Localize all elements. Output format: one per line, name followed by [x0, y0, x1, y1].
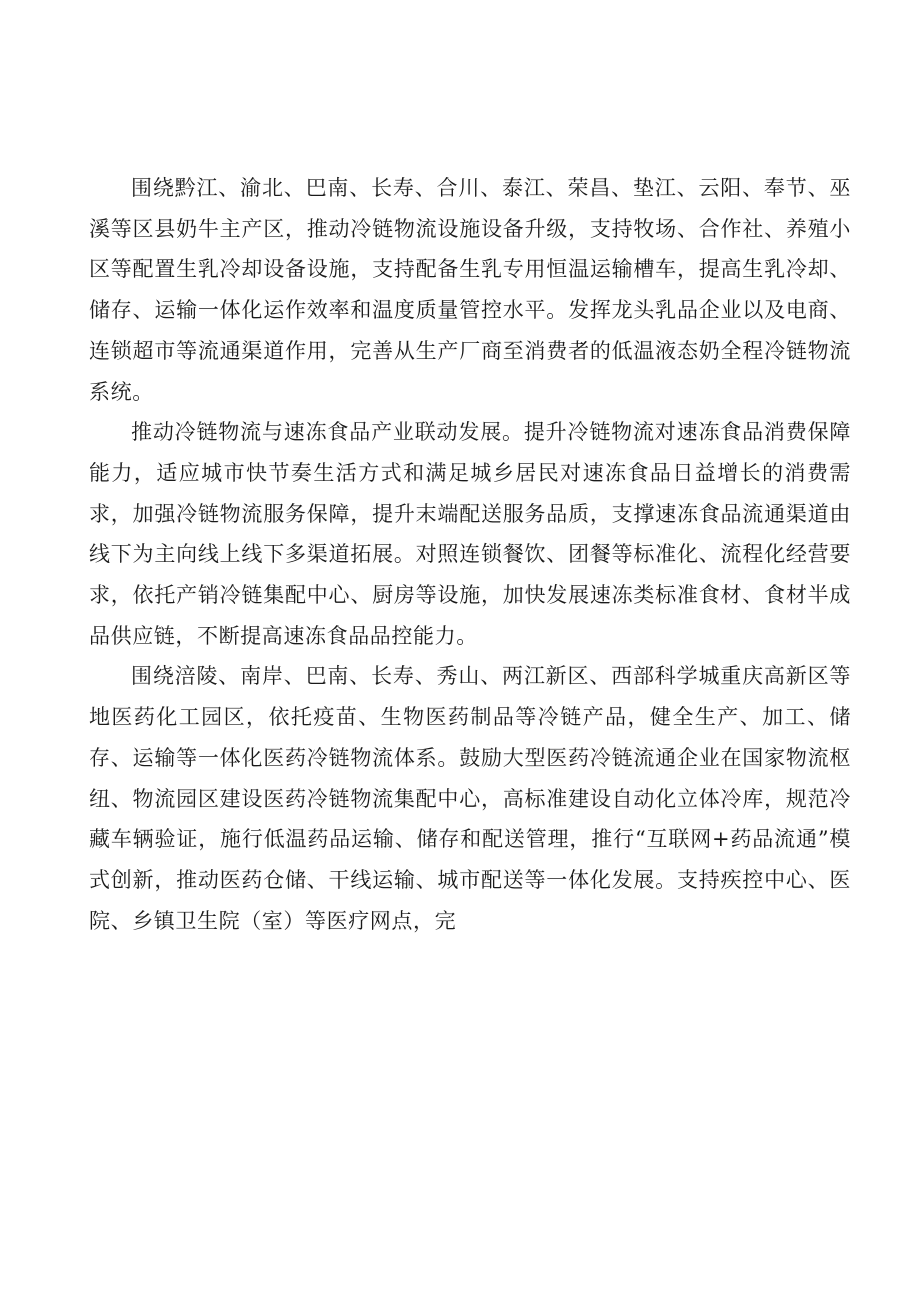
paragraph-dairy-cold-chain: 围绕黔江、渝北、巴南、长寿、合川、泰江、荣昌、垫江、云阳、奉节、巫溪等区县奶牛主产区，推动冷链物流设施设备升级，支持牧场、合作社、养殖小区等配置生乳冷却设备设施，支持配备生乳专用恒温运输槽车，提高生乳冷却、储存、运输一体化运作效率和温度质量管控水平。发挥龙头乳品企业以及电商、连锁超市等流通渠道作用，完善从生产厂商至消费者的低温液态奶全程冷链物流系统。	[89, 176, 851, 404]
paragraph-frozen-food-cold-chain: 推动冷链物流与速冻食品产业联动发展。提升冷链物流对速冻食品消费保障能力，适应城市快节奏生活方式和满足城乡居民对速冻食品日益增长的消费需求，加强冷链物流服务保障，提升末端配送服务品质，支撑速冻食品流通渠道由线下为主向线上线下多渠道拓展。对照连锁餐饮、团餐等标准化、流程化经营要求，依托产销冷链集配中心、厨房等设施，加快发展速冻类标准食材、食材半成品供应链，不断提高速冻食品品控能力。	[89, 420, 851, 648]
paragraph-pharma-cold-chain: 围绕涪陵、南岸、巴南、长寿、秀山、两江新区、西部科学城重庆高新区等地医药化工园区，依托疫苗、生物医药制品等冷链产品，健全生产、加工、储存、运输等一体化医药冷链物流体系。鼓励大型医药冷链流通企业在国家物流枢纽、物流园区建设医药冷链物流集配中心，高标准建设自动化立体冷库，规范冷藏车辆验证，施行低温药品运输、储存和配送管理，推行“互联网+药品流通”模式创新，推动医药仓储、干线运输、城市配送等一体化发展。支持疾控中心、医院、乡镇卫生院（室）等医疗网点，完	[89, 664, 851, 933]
document-body	[89, 168, 851, 941]
